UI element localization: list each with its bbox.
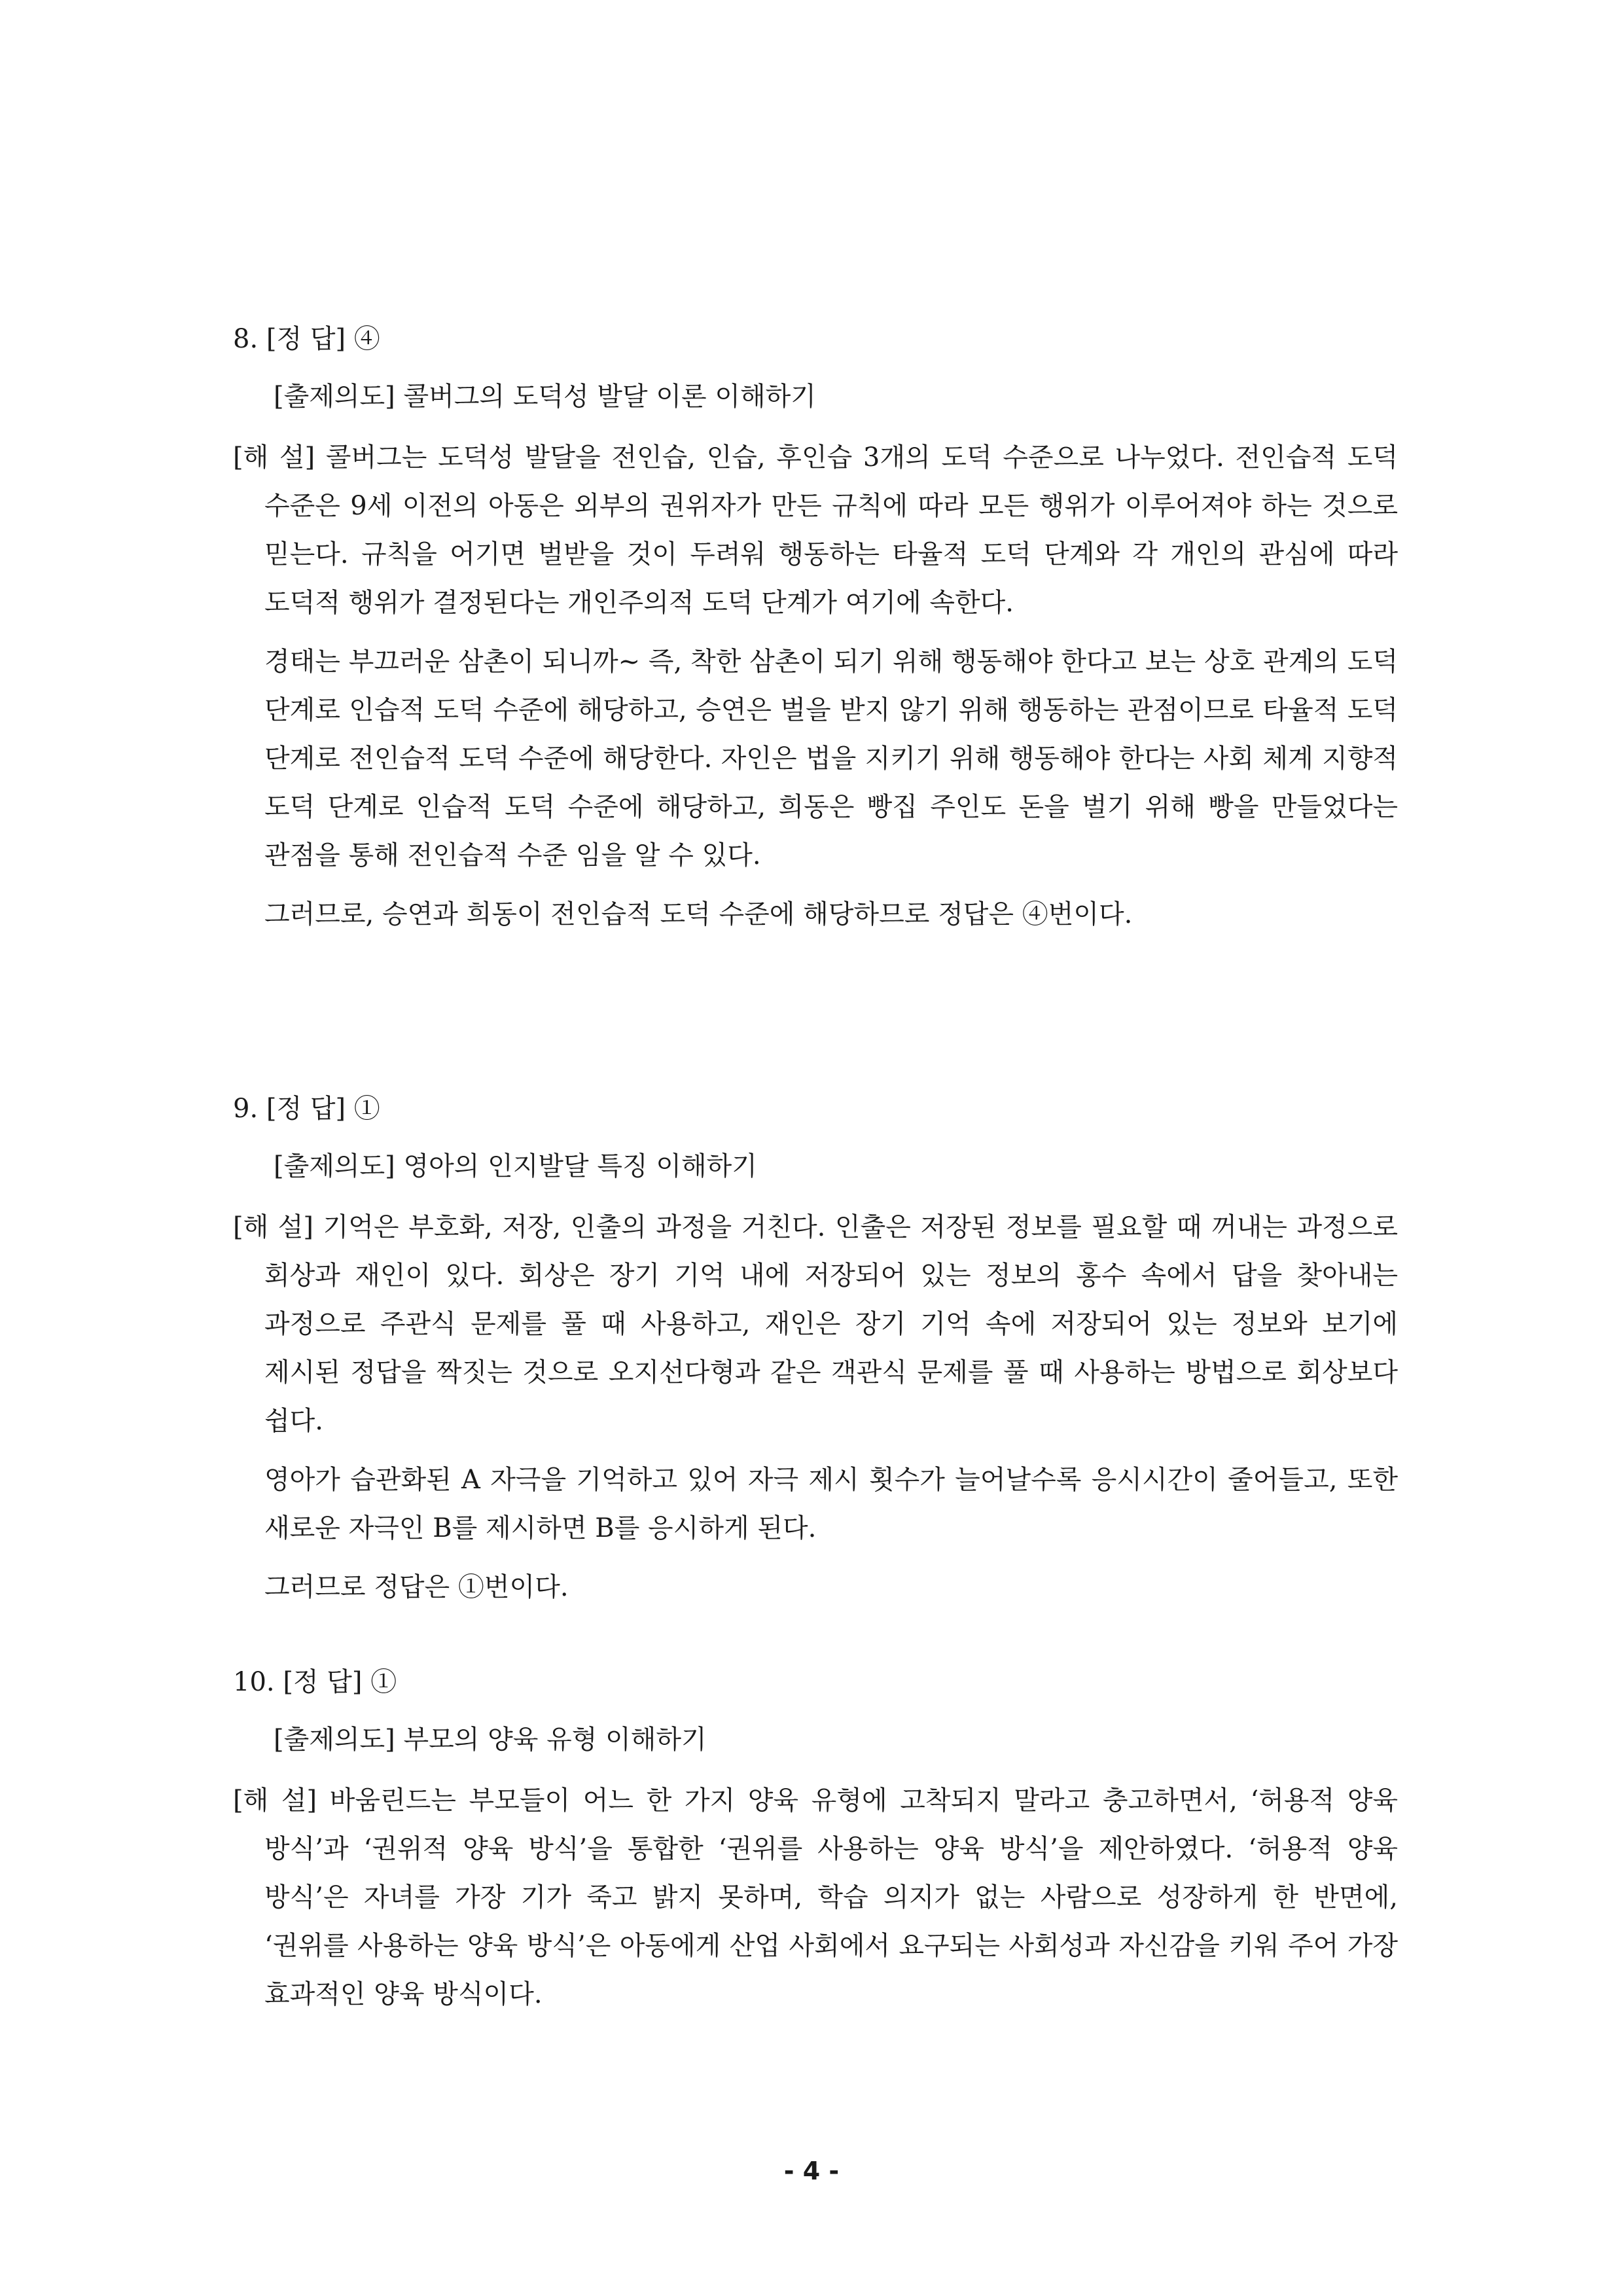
question-10	[233, 1662, 1398, 2018]
explanation-paragraph	[233, 433, 1398, 627]
explanation	[233, 1776, 1398, 2018]
intent-line: [출제의도] 영아의 인지발달 특징 이해하기	[274, 1151, 757, 1181]
explanation-text: 콜버그는 도덕성 발달을 전인습, 인습, 후인습 3개의 도덕 수준으로 나누었다. 전인습적 도덕 수준은 9세 이전의 아동은 외부의 권위자가 만든 규칙에 따라 모든 행위가 이루어져야 하는 것으로 믿는다. 규칙을 어기면 벌받을 것이 두려워 행동하는 타율적 도덕 단계와 각 개인의 관심에 따라 도덕적 행위가 결정된다는 개인주의적 도덕 단계가 여기에 속한다.	[264, 442, 1399, 618]
explanation-paragraph	[233, 1776, 1398, 2018]
answer-line: 8. [정 답] ④	[233, 324, 380, 354]
answer-line: 9. [정 답] ①	[233, 1094, 380, 1124]
answer-line: 10. [정 답] ①	[233, 1667, 397, 1697]
conclusion-paragraph: 그러므로 정답은 ①번이다.	[264, 1572, 569, 1602]
explanation	[233, 1203, 1398, 1611]
question-9	[233, 1089, 1398, 1611]
explanation-label: [해 설]	[233, 1785, 317, 1816]
conclusion-paragraph: 그러므로, 승연과 희동이 전인습적 도덕 수준에 해당하므로 정답은 ④번이다.	[264, 899, 1133, 929]
question-8	[233, 319, 1398, 939]
explanation-label: [해 설]	[233, 1212, 314, 1242]
explanation-text: 바움린드는 부모들이 어느 한 가지 양육 유형에 고착되지 말라고 충고하면서, ‘허용적 양육 방식’과 ‘권위적 양육 방식’을 통합한 ‘권위를 사용하는 양육 방식’을 제안하였다. ‘허용적 양육 방식’은 자녀를 가장 기가 죽고 밝지 못하며, 학습 의지가 없는 사람으로 성장하게 한 반면에, ‘권위를 사용하는 양육 방식’은 아동에게 산업 사회에서 요구되는 사회성과 자신감을 키워 주어 가장 효과적인 양육 방식이다.	[264, 1785, 1398, 2009]
explanation-label: [해 설]	[233, 442, 315, 473]
explanation-text: 기억은 부호화, 저장, 인출의 과정을 거친다. 인출은 저장된 정보를 필요할 때 꺼내는 과정으로 회상과 재인이 있다. 회상은 장기 기억 내에 저장되어 있는 정보의 홍수 속에서 답을 찾아내는 과정으로 주관식 문제를 풀 때 사용하고, 재인은 장기 기억 속에 저장되어 있는 정보와 보기에 제시된 정답을 짝짓는 것으로 오지선다형과 같은 객관식 문제를 풀 때 사용하는 방법으로 회상보다 쉽다.	[264, 1212, 1399, 1436]
explanation	[233, 433, 1398, 939]
intent-line: [출제의도] 콜버그의 도덕성 발달 이론 이해하기	[274, 382, 816, 412]
explanation-paragraph: 경태는 부끄러운 삼촌이 되니까~ 즉, 착한 삼촌이 되기 위해 행동해야 한다고 보는 상호 관계의 도덕 단계로 인습적 도덕 수준에 해당하고, 승연은 벌을 받지 않기 위해 행동하는 관점이므로 타율적 도덕 단계로 전인습적 도덕 수준에 해당한다. 자인은 법을 지키기 위해 행동해야 한다는 사회 체계 지향적 도덕 단계로 인습적 도덕 수준에 해당하고, 희동은 빵집 주인도 돈을 벌기 위해 빵을 만들었다는 관점을 통해 전인습적 수준 임을 알 수 있다.	[264, 647, 1398, 870]
page-number: - 4 -	[783, 2157, 840, 2185]
intent-line: [출제의도] 부모의 양육 유형 이해하기	[274, 1725, 707, 1755]
explanation-paragraph	[233, 1203, 1398, 1445]
explanation-paragraph: 영아가 습관화된 A 자극을 기억하고 있어 자극 제시 횟수가 늘어날수록 응시시간이 줄어들고, 또한 새로운 자극인 B를 제시하면 B를 응시하게 된다.	[264, 1465, 1398, 1543]
